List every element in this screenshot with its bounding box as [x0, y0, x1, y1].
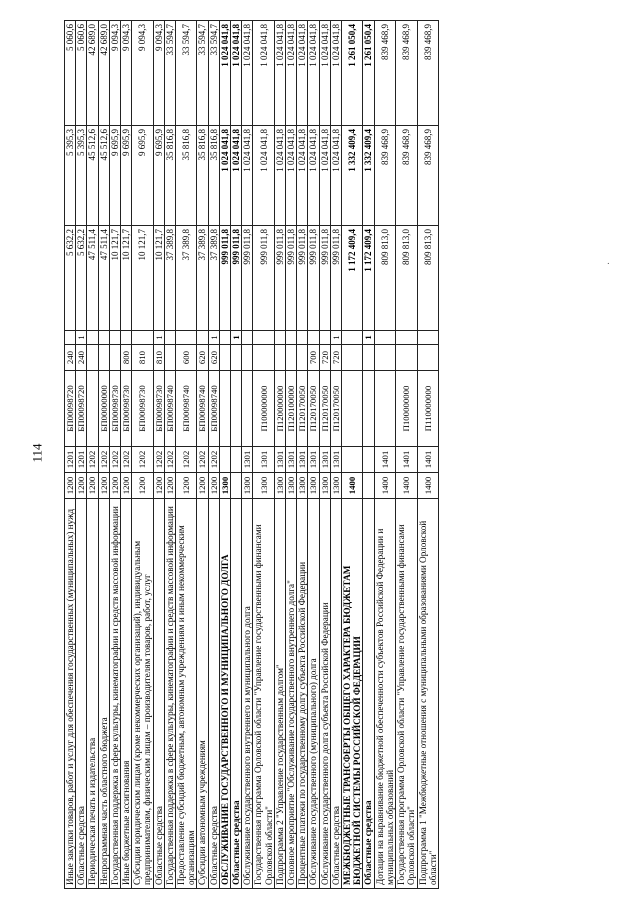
funding-source-cell	[219, 331, 230, 345]
funding-source-cell	[253, 331, 274, 345]
row-name-cell: Областные средства	[76, 499, 87, 889]
subsection-code-cell: 1301	[274, 447, 285, 473]
funding-source-cell	[176, 331, 197, 345]
target-article-cell: П100000000	[253, 371, 274, 447]
target-article-cell: БП00098730	[121, 371, 132, 447]
section-code-cell: 1200	[76, 473, 87, 499]
funding-source-cell	[98, 331, 109, 345]
table-row	[65, 21, 76, 889]
subsection-code-cell	[363, 447, 374, 473]
table-row	[330, 21, 341, 889]
target-article-cell: БП00098720	[65, 371, 76, 447]
section-code-cell: 1200	[153, 473, 164, 499]
table-row	[153, 21, 164, 889]
expense-type-cell: 600	[176, 345, 197, 371]
amount-year3-cell: 1 024 041,8	[274, 21, 285, 126]
row-name-cell: Обслуживание государственного внутреннего и муниципального долга	[242, 499, 253, 889]
target-article-cell: БП00098740	[208, 371, 219, 447]
target-article-cell: П110000000	[417, 371, 438, 447]
section-code-cell: 1300	[242, 473, 253, 499]
amount-year3-cell: 1 024 041,8	[253, 21, 274, 126]
table-row	[374, 21, 395, 889]
row-name-cell: Иные закупки товаров, работ и услуг для обеспечения государственных (муниципальных) нужд	[65, 499, 76, 889]
table-row	[208, 21, 219, 889]
section-code-cell: 1200	[87, 473, 98, 499]
section-code-cell: 1300	[253, 473, 274, 499]
subsection-code-cell: 1301	[297, 447, 308, 473]
expense-type-cell	[286, 345, 297, 371]
target-article-cell	[219, 371, 230, 447]
row-name-cell: МЕЖБЮДЖЕТНЫЕ ТРАНСФЕРТЫ ОБЩЕГО ХАРАКТЕРА БЮДЖЕТАМ БЮДЖЕТНОЙ СИСТЕМЫ РОССИЙСКОЙ ФЕДЕРАЦИИ	[342, 499, 363, 889]
amount-year3-cell: 1 024 041,8	[286, 21, 297, 126]
amount-year1-cell: 5 632,2	[76, 226, 87, 331]
amount-year2-cell: 1 024 041,8	[219, 126, 230, 226]
table-row	[242, 21, 253, 889]
amount-year3-cell: 9 094,3	[109, 21, 120, 126]
section-code-cell: 1200	[121, 473, 132, 499]
amount-year3-cell: 1 024 041,8	[219, 21, 230, 126]
amount-year2-cell: 9 695,9	[121, 126, 132, 226]
target-article-cell: БП00000000	[98, 371, 109, 447]
funding-source-cell	[197, 331, 208, 345]
subsection-code-cell: 1301	[330, 447, 341, 473]
table-row	[297, 21, 308, 889]
expense-type-cell: 620	[208, 345, 219, 371]
section-code-cell: 1200	[109, 473, 120, 499]
page-number: 114	[29, 443, 45, 463]
amount-year1-cell: 10 121,7	[153, 226, 164, 331]
target-article-cell: П120170050	[330, 371, 341, 447]
section-code-cell: 1200	[98, 473, 109, 499]
funding-source-cell	[319, 331, 330, 345]
expense-type-cell: 720	[330, 345, 341, 371]
section-code-cell: 1300	[297, 473, 308, 499]
target-article-cell: БП00098740	[197, 371, 208, 447]
funding-source-cell	[342, 331, 363, 345]
amount-year3-cell: 1 024 041,8	[330, 21, 341, 126]
expense-type-cell	[417, 345, 438, 371]
amount-year3-cell: 1 024 041,8	[308, 21, 319, 126]
section-code-cell: 1200	[176, 473, 197, 499]
row-name-cell: Субсидии юридическим лицам (кроме некоммерческих организаций), индивидуальным предпринимателям, физическим лицам – производителям товаров, работ, услуг	[132, 499, 153, 889]
subsection-code-cell	[342, 447, 363, 473]
table-row	[396, 21, 417, 889]
amount-year3-cell: 839 468,9	[374, 21, 395, 126]
expense-type-cell	[164, 345, 175, 371]
amount-year2-cell: 35 816,8	[176, 126, 197, 226]
subsection-code-cell: 1301	[286, 447, 297, 473]
row-name-cell: Иные бюджетные ассигнования	[121, 499, 132, 889]
amount-year3-cell: 1 024 041,8	[231, 21, 242, 126]
expense-type-cell: 700	[308, 345, 319, 371]
row-name-cell: ОБСЛУЖИВАНИЕ ГОСУДАРСТВЕННОГО И МУНИЦИПАЛЬНОГО ДОЛГА	[219, 499, 230, 889]
amount-year1-cell: 999 011,8	[286, 226, 297, 331]
funding-source-cell	[87, 331, 98, 345]
subsection-code-cell: 1202	[132, 447, 153, 473]
amount-year1-cell: 47 511,4	[87, 226, 98, 331]
rotated-page-content	[64, 21, 439, 889]
table-row	[87, 21, 98, 889]
amount-year2-cell: 35 816,8	[164, 126, 175, 226]
subsection-code-cell: 1401	[417, 447, 438, 473]
amount-year3-cell: 1 024 041,8	[242, 21, 253, 126]
table-row	[363, 21, 374, 889]
funding-source-cell: 1	[76, 331, 87, 345]
funding-source-cell	[308, 331, 319, 345]
row-name-cell: Государственная поддержка в сфере культуры, кинематографии и средств массовой информации	[164, 499, 175, 889]
amount-year3-cell: 33 594,7	[176, 21, 197, 126]
section-code-cell: 1300	[274, 473, 285, 499]
amount-year2-cell: 839 468,9	[396, 126, 417, 226]
amount-year1-cell: 10 121,7	[132, 226, 153, 331]
expense-type-cell: 810	[132, 345, 153, 371]
amount-year2-cell: 1 024 041,8	[274, 126, 285, 226]
row-name-cell: Областные средства	[330, 499, 341, 889]
amount-year1-cell: 809 813,0	[417, 226, 438, 331]
subsection-code-cell: 1202	[153, 447, 164, 473]
amount-year1-cell: 999 011,8	[274, 226, 285, 331]
section-code-cell: 1300	[286, 473, 297, 499]
row-name-cell: Основное мероприятие "Обслуживание государственного внутреннего долга"	[286, 499, 297, 889]
expense-type-cell	[242, 345, 253, 371]
amount-year1-cell: 999 011,8	[308, 226, 319, 331]
subsection-code-cell: 1202	[98, 447, 109, 473]
funding-source-cell: 1	[363, 331, 374, 345]
table-row	[98, 21, 109, 889]
table-row	[176, 21, 197, 889]
table-row	[253, 21, 274, 889]
amount-year1-cell: 1 172 409,4	[363, 226, 374, 331]
subsection-code-cell: 1301	[253, 447, 274, 473]
amount-year1-cell: 1 172 409,4	[342, 226, 363, 331]
amount-year2-cell: 1 024 041,8	[319, 126, 330, 226]
expense-type-cell: 720	[319, 345, 330, 371]
table-row	[342, 21, 363, 889]
subsection-code-cell: 1202	[87, 447, 98, 473]
amount-year1-cell: 10 121,7	[121, 226, 132, 331]
section-code-cell	[231, 473, 242, 499]
expense-type-cell	[297, 345, 308, 371]
subsection-code-cell: 1202	[176, 447, 197, 473]
subsection-code-cell: 1201	[76, 447, 87, 473]
expense-type-cell: 620	[197, 345, 208, 371]
amount-year2-cell: 5 395,3	[76, 126, 87, 226]
section-code-cell: 1200	[132, 473, 153, 499]
funding-source-cell	[132, 331, 153, 345]
funding-source-cell: 1	[153, 331, 164, 345]
amount-year1-cell: 37 389,8	[208, 226, 219, 331]
subsection-code-cell: 1202	[164, 447, 175, 473]
expense-type-cell	[374, 345, 395, 371]
amount-year2-cell: 1 332 409,4	[363, 126, 374, 226]
target-article-cell	[342, 371, 363, 447]
expense-type-cell	[109, 345, 120, 371]
table-row	[319, 21, 330, 889]
table-row	[219, 21, 230, 889]
target-article-cell: БП00098720	[76, 371, 87, 447]
amount-year2-cell: 9 695,9	[132, 126, 153, 226]
table-row	[308, 21, 319, 889]
amount-year2-cell: 1 024 041,8	[242, 126, 253, 226]
section-code-cell: 1300	[219, 473, 230, 499]
amount-year2-cell: 1 024 041,8	[308, 126, 319, 226]
amount-year3-cell: 9 094,3	[132, 21, 153, 126]
amount-year2-cell: 35 816,8	[208, 126, 219, 226]
expense-type-cell	[219, 345, 230, 371]
expense-type-cell	[98, 345, 109, 371]
subsection-code-cell: 1202	[109, 447, 120, 473]
expense-type-cell	[231, 345, 242, 371]
subsection-code-cell: 1202	[208, 447, 219, 473]
amount-year3-cell: 1 024 041,8	[319, 21, 330, 126]
amount-year3-cell: 839 468,9	[417, 21, 438, 126]
target-article-cell: П100000000	[396, 371, 417, 447]
row-name-cell: Государственная поддержка в сфере культуры, кинематографии и средств массовой информации	[109, 499, 120, 889]
amount-year2-cell: 1 024 041,8	[330, 126, 341, 226]
amount-year1-cell: 809 813,0	[396, 226, 417, 331]
amount-year3-cell: 5 060,6	[76, 21, 87, 126]
subsection-code-cell: 1202	[121, 447, 132, 473]
subsection-code-cell: 1201	[65, 447, 76, 473]
target-article-cell: П120170050	[297, 371, 308, 447]
row-name-cell: Подпрограмма 1 "Межбюджетные отношения с муниципальными образованиями Орловской области"	[417, 499, 438, 889]
row-name-cell: Подпрограмма 2 "Управление государственным долгом"	[274, 499, 285, 889]
target-article-cell	[87, 371, 98, 447]
expense-type-cell	[87, 345, 98, 371]
target-article-cell	[374, 371, 395, 447]
section-code-cell: 1300	[319, 473, 330, 499]
subsection-code-cell: 1301	[242, 447, 253, 473]
amount-year1-cell: 999 011,8	[242, 226, 253, 331]
amount-year3-cell: 33 594,7	[164, 21, 175, 126]
target-article-cell: БП00098740	[164, 371, 175, 447]
amount-year1-cell: 10 121,7	[109, 226, 120, 331]
funding-source-cell	[396, 331, 417, 345]
amount-year3-cell: 1 024 041,8	[297, 21, 308, 126]
amount-year2-cell: 839 468,9	[374, 126, 395, 226]
table-row	[132, 21, 153, 889]
target-article-cell: П120170050	[319, 371, 330, 447]
amount-year3-cell: 42 689,0	[98, 21, 109, 126]
funding-source-cell	[65, 331, 76, 345]
expense-type-cell	[274, 345, 285, 371]
row-name-cell: Субсидии автономным учреждениям	[197, 499, 208, 889]
amount-year3-cell: 1 261 050,4	[363, 21, 374, 126]
subsection-code-cell: 1301	[308, 447, 319, 473]
amount-year2-cell: 1 024 041,8	[297, 126, 308, 226]
row-name-cell: Непрограммная часть областного бюджета	[98, 499, 109, 889]
amount-year1-cell: 37 389,8	[197, 226, 208, 331]
amount-year3-cell: 9 094,3	[121, 21, 132, 126]
funding-source-cell	[274, 331, 285, 345]
funding-source-cell	[286, 331, 297, 345]
amount-year2-cell: 9 695,9	[109, 126, 120, 226]
amount-year2-cell: 45 512,6	[98, 126, 109, 226]
amount-year3-cell: 5 060,6	[65, 21, 76, 126]
table-row	[76, 21, 87, 889]
funding-source-cell	[164, 331, 175, 345]
funding-source-cell: 1	[330, 331, 341, 345]
row-name-cell: Периодическая печать и издательства	[87, 499, 98, 889]
amount-year1-cell: 999 011,8	[253, 226, 274, 331]
amount-year3-cell: 42 689,0	[87, 21, 98, 126]
amount-year1-cell: 999 011,8	[231, 226, 242, 331]
table-body	[65, 21, 439, 889]
amount-year2-cell: 35 816,8	[197, 126, 208, 226]
amount-year1-cell: 999 011,8	[297, 226, 308, 331]
subsection-code-cell	[231, 447, 242, 473]
row-name-cell: Областные средства	[363, 499, 374, 889]
margin-mark: ·	[604, 261, 616, 266]
table-row	[417, 21, 438, 889]
subsection-code-cell	[219, 447, 230, 473]
amount-year1-cell: 5 632,2	[65, 226, 76, 331]
expense-type-cell	[253, 345, 274, 371]
target-article-cell: БП00098730	[153, 371, 164, 447]
amount-year1-cell: 47 511,4	[98, 226, 109, 331]
amount-year1-cell: 999 011,8	[319, 226, 330, 331]
section-code-cell: 1400	[342, 473, 363, 499]
section-code-cell: 1400	[417, 473, 438, 499]
amount-year2-cell: 45 512,6	[87, 126, 98, 226]
row-name-cell: Предоставление субсидий бюджетным, автономным учреждениям и иным некоммерческим организациям	[176, 499, 197, 889]
subsection-code-cell: 1202	[197, 447, 208, 473]
subsection-code-cell: 1401	[374, 447, 395, 473]
funding-source-cell: 1	[208, 331, 219, 345]
section-code-cell	[363, 473, 374, 499]
amount-year2-cell: 9 695,9	[153, 126, 164, 226]
funding-source-cell	[242, 331, 253, 345]
row-name-cell: Дотации на выравнивание бюджетной обеспеченности субъектов Российской Федерации и муниципальных образований	[374, 499, 395, 889]
target-article-cell: П120100000	[286, 371, 297, 447]
row-name-cell: Областные средства	[231, 499, 242, 889]
amount-year1-cell: 999 011,8	[330, 226, 341, 331]
table-row	[231, 21, 242, 889]
funding-source-cell: 1	[231, 331, 242, 345]
amount-year2-cell: 1 024 041,8	[231, 126, 242, 226]
section-code-cell: 1400	[374, 473, 395, 499]
target-article-cell	[231, 371, 242, 447]
funding-source-cell	[417, 331, 438, 345]
row-name-cell: Государственная программа Орловской области "Управление государственными финансами Орловской области"	[396, 499, 417, 889]
row-name-cell: Обслуживание государственного (муниципального) долга	[308, 499, 319, 889]
table-row	[274, 21, 285, 889]
section-code-cell: 1200	[208, 473, 219, 499]
amount-year2-cell: 1 024 041,8	[253, 126, 274, 226]
funding-source-cell	[374, 331, 395, 345]
amount-year2-cell: 1 332 409,4	[342, 126, 363, 226]
expense-type-cell: 800	[121, 345, 132, 371]
row-name-cell: Государственная программа Орловской области "Управление государственными финансами Орловской области"	[253, 499, 274, 889]
target-article-cell: БП00098730	[132, 371, 153, 447]
target-article-cell	[242, 371, 253, 447]
expense-type-cell	[363, 345, 374, 371]
table-row	[286, 21, 297, 889]
target-article-cell: П120000000	[274, 371, 285, 447]
expense-type-cell	[342, 345, 363, 371]
amount-year3-cell: 33 594,7	[197, 21, 208, 126]
amount-year2-cell: 839 468,9	[417, 126, 438, 226]
table-row	[121, 21, 132, 889]
table-row	[197, 21, 208, 889]
amount-year3-cell: 1 261 050,4	[342, 21, 363, 126]
target-article-cell: БП00098740	[176, 371, 197, 447]
section-code-cell: 1200	[164, 473, 175, 499]
section-code-cell: 1200	[65, 473, 76, 499]
row-name-cell: Областные средства	[153, 499, 164, 889]
amount-year1-cell: 809 813,0	[374, 226, 395, 331]
table-row	[109, 21, 120, 889]
expense-type-cell	[396, 345, 417, 371]
section-code-cell: 1300	[330, 473, 341, 499]
subsection-code-cell: 1401	[396, 447, 417, 473]
expense-type-cell: 240	[65, 345, 76, 371]
section-code-cell: 1400	[396, 473, 417, 499]
row-name-cell: Процентные платежи по государственному долгу субъекта Российской Федерации	[297, 499, 308, 889]
row-name-cell: Обслуживание государственного долга субъекта Российской Федерации	[319, 499, 330, 889]
funding-source-cell	[121, 331, 132, 345]
amount-year3-cell: 9 094,3	[153, 21, 164, 126]
amount-year1-cell: 37 389,8	[164, 226, 175, 331]
section-code-cell: 1300	[308, 473, 319, 499]
expense-type-cell: 240	[76, 345, 87, 371]
subsection-code-cell: 1301	[319, 447, 330, 473]
target-article-cell: БП00098730	[109, 371, 120, 447]
target-article-cell: П120170050	[308, 371, 319, 447]
funding-source-cell	[109, 331, 120, 345]
amount-year3-cell: 33 594,7	[208, 21, 219, 126]
section-code-cell: 1200	[197, 473, 208, 499]
table-row	[164, 21, 175, 889]
row-name-cell: Областные средства	[208, 499, 219, 889]
amount-year3-cell: 839 468,9	[396, 21, 417, 126]
budget-table	[64, 20, 439, 889]
amount-year2-cell: 1 024 041,8	[286, 126, 297, 226]
funding-source-cell	[297, 331, 308, 345]
target-article-cell	[363, 371, 374, 447]
amount-year2-cell: 5 395,3	[65, 126, 76, 226]
amount-year1-cell: 37 389,8	[176, 226, 197, 331]
amount-year1-cell: 999 011,8	[219, 226, 230, 331]
expense-type-cell: 810	[153, 345, 164, 371]
